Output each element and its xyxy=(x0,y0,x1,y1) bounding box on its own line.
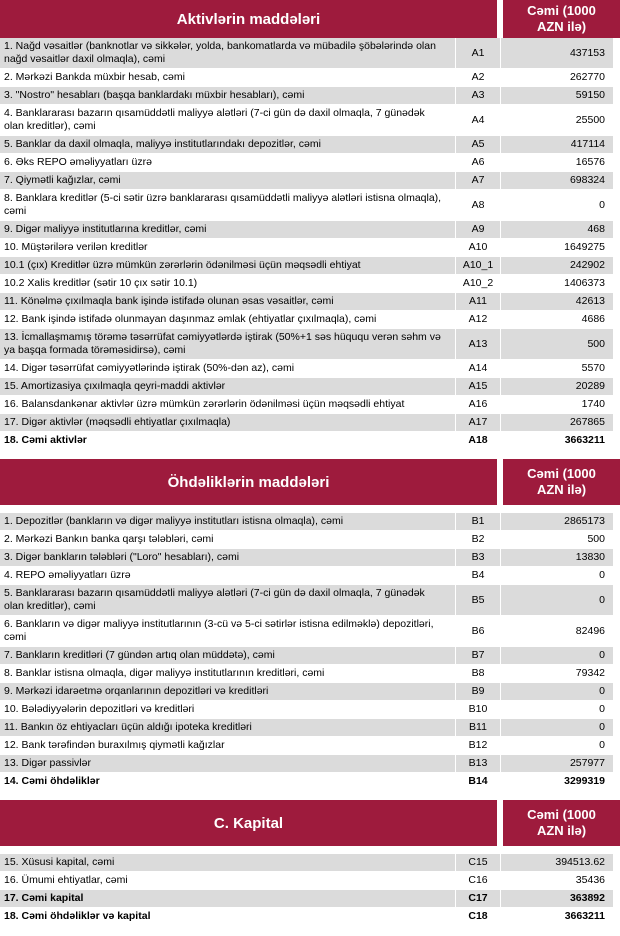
row-label: 13. İcmallaşmamış törəmə təsərrüfat cəmiyyətlərdə iştirak (50%+1 səs hüququ verən səhm və ya başqa formada törəməsidirsə), cəmi xyxy=(0,329,455,359)
assets-total-column-header: Cəmi (1000 AZN ilə) xyxy=(503,0,620,38)
row-label: 17. Digər aktivlər (məqsədli ehtiyatlar çıxılmaqla) xyxy=(0,414,455,431)
row-code: A18 xyxy=(455,432,500,449)
row-value: 0 xyxy=(500,719,613,736)
table-row xyxy=(0,549,613,567)
table-row xyxy=(0,872,613,890)
table-row xyxy=(0,665,613,683)
table-row xyxy=(0,360,613,378)
row-code: B9 xyxy=(455,683,500,700)
row-value: 242902 xyxy=(500,257,613,274)
table-row xyxy=(0,190,613,221)
row-label: 10.2 Xalis kreditlər (sətir 10 çıx sətir 10.1) xyxy=(0,275,455,292)
row-label: 5. Banklar da daxil olmaqla, maliyyə institutlarındakı depozitlər, cəmi xyxy=(0,136,455,153)
row-value: 1406373 xyxy=(500,275,613,292)
table-row xyxy=(0,701,613,719)
row-label: 12. Bank işində istifadə olunmayan daşınmaz əmlak (ehtiyatlar çıxılmaqla), cəmi xyxy=(0,311,455,328)
row-code: A17 xyxy=(455,414,500,431)
row-label: 9. Digər maliyyə institutlarına kreditlər, cəmi xyxy=(0,221,455,238)
table-row xyxy=(0,585,613,616)
row-label: 4. REPO əməliyyatları üzrə xyxy=(0,567,455,584)
row-code: B13 xyxy=(455,755,500,772)
row-value: 20289 xyxy=(500,378,613,395)
row-value: 0 xyxy=(500,585,613,615)
table-row xyxy=(0,172,613,190)
row-code: A3 xyxy=(455,87,500,104)
row-code: B6 xyxy=(455,616,500,646)
row-label: 15. Xüsusi kapital, cəmi xyxy=(0,854,455,871)
row-code: A14 xyxy=(455,360,500,377)
liabilities-header-row xyxy=(0,459,620,505)
row-code: A10_1 xyxy=(455,257,500,274)
row-value: 4686 xyxy=(500,311,613,328)
header-gap xyxy=(0,505,620,513)
row-value: 59150 xyxy=(500,87,613,104)
row-value: 0 xyxy=(500,567,613,584)
table-row xyxy=(0,755,613,773)
table-row xyxy=(0,890,613,908)
row-code: A5 xyxy=(455,136,500,153)
row-label: 5. Banklararası bazarın qısamüddətli maliyyə alətləri (7-ci gün də daxil olmaqla, 7 günədək olan kreditlər), cəmi xyxy=(0,585,455,615)
row-value: 79342 xyxy=(500,665,613,682)
row-code: B4 xyxy=(455,567,500,584)
liabilities-section-title: Öhdəliklərin maddələri xyxy=(0,459,497,505)
table-row xyxy=(0,531,613,549)
row-code: C16 xyxy=(455,872,500,889)
table-row xyxy=(0,69,613,87)
row-value: 42613 xyxy=(500,293,613,310)
capital-table-rows xyxy=(0,854,620,926)
table-row xyxy=(0,105,613,136)
table-row xyxy=(0,311,613,329)
row-code: B1 xyxy=(455,513,500,530)
row-value: 5570 xyxy=(500,360,613,377)
table-row xyxy=(0,513,613,531)
row-label: 13. Digər passivlər xyxy=(0,755,455,772)
row-value: 35436 xyxy=(500,872,613,889)
row-label: 14. Cəmi öhdəliklər xyxy=(0,773,455,790)
row-code: A10 xyxy=(455,239,500,256)
header-gap xyxy=(0,846,620,854)
assets-section-title: Aktivlərin maddələri xyxy=(0,0,497,38)
capital-section-title: C. Kapital xyxy=(0,800,497,846)
table-row xyxy=(0,908,613,926)
row-label: 2. Mərkəzi Bankın banka qarşı tələbləri, cəmi xyxy=(0,531,455,548)
table-row xyxy=(0,567,613,585)
table-row xyxy=(0,221,613,239)
row-code: B14 xyxy=(455,773,500,790)
row-code: B7 xyxy=(455,647,500,664)
row-label: 3. Digər bankların tələbləri ("Loro" hesabları), cəmi xyxy=(0,549,455,566)
table-row xyxy=(0,683,613,701)
row-code: A2 xyxy=(455,69,500,86)
row-code: A6 xyxy=(455,154,500,171)
liabilities-table-rows xyxy=(0,513,620,791)
row-code: B8 xyxy=(455,665,500,682)
row-label: 12. Bank tərəfindən buraxılmış qiymətli kağızlar xyxy=(0,737,455,754)
table-row xyxy=(0,432,613,450)
row-label: 9. Mərkəzi idarəetmə orqanlarının depozitləri və kreditləri xyxy=(0,683,455,700)
table-row xyxy=(0,719,613,737)
row-code: A10_2 xyxy=(455,275,500,292)
row-value: 0 xyxy=(500,647,613,664)
row-code: A13 xyxy=(455,329,500,359)
table-row xyxy=(0,414,613,432)
row-code: B3 xyxy=(455,549,500,566)
table-row xyxy=(0,616,613,647)
row-label: 10. Müştərilərə verilən kreditlər xyxy=(0,239,455,256)
row-value: 262770 xyxy=(500,69,613,86)
table-row xyxy=(0,87,613,105)
row-value: 1740 xyxy=(500,396,613,413)
row-value: 267865 xyxy=(500,414,613,431)
row-code: A1 xyxy=(455,38,500,68)
section-capital xyxy=(0,800,620,926)
row-label: 17. Cəmi kapital xyxy=(0,890,455,907)
row-value: 82496 xyxy=(500,616,613,646)
row-code: C15 xyxy=(455,854,500,871)
row-value: 2865173 xyxy=(500,513,613,530)
row-code: B5 xyxy=(455,585,500,615)
row-label: 1. Nağd vəsaitlər (banknotlar və sikkələr, yolda, bankomatlarda və mübadilə şöbələrində olan nağd vəsaitlər daxil olmaqla), cəmi xyxy=(0,38,455,68)
row-label: 11. Könəlmə çıxılmaqla bank işində istifadə olunan əsas vəsaitlər, cəmi xyxy=(0,293,455,310)
row-value: 468 xyxy=(500,221,613,238)
row-label: 2. Mərkəzi Bankda müxbir hesab, cəmi xyxy=(0,69,455,86)
row-label: 6. Bankların və digər maliyyə institutlarının (3-cü və 5-ci sətirlər istisna edilməklə) depozitləri, cəmi xyxy=(0,616,455,646)
row-value: 500 xyxy=(500,329,613,359)
row-label: 8. Banklara kreditlər (5-ci sətir üzrə banklararası qısamüddətli maliyyə alətləri istisna olmaqla), cəmi xyxy=(0,190,455,220)
row-code: A9 xyxy=(455,221,500,238)
row-code: B10 xyxy=(455,701,500,718)
row-value: 16576 xyxy=(500,154,613,171)
row-value: 3299319 xyxy=(500,773,613,790)
row-label: 10.1 (çıx) Kreditlər üzrə mümkün zərərlərin ödənilməsi üçün məqsədli ehtiyat xyxy=(0,257,455,274)
table-row xyxy=(0,275,613,293)
row-code: A16 xyxy=(455,396,500,413)
liabilities-total-column-header: Cəmi (1000 AZN ilə) xyxy=(503,459,620,505)
row-value: 363892 xyxy=(500,890,613,907)
row-label: 3. "Nostro" hesabları (başqa banklardakı müxbir hesabları), cəmi xyxy=(0,87,455,104)
row-value: 3663211 xyxy=(500,432,613,449)
row-code: C18 xyxy=(455,908,500,925)
row-label: 1. Depozitlər (bankların və digər maliyyə institutları istisna olmaqla), cəmi xyxy=(0,513,455,530)
capital-total-column-header: Cəmi (1000 AZN ilə) xyxy=(503,800,620,846)
row-label: 7. Bankların kreditləri (7 gündən artıq olan müddətə), cəmi xyxy=(0,647,455,664)
row-value: 437153 xyxy=(500,38,613,68)
section-assets xyxy=(0,0,620,450)
table-row xyxy=(0,154,613,172)
table-row xyxy=(0,378,613,396)
table-row xyxy=(0,257,613,275)
row-value: 13830 xyxy=(500,549,613,566)
row-label: 18. Cəmi aktivlər xyxy=(0,432,455,449)
assets-header-row xyxy=(0,0,620,38)
row-code: B12 xyxy=(455,737,500,754)
row-value: 0 xyxy=(500,683,613,700)
row-label: 11. Bankın öz ehtiyacları üçün aldığı ipoteka kreditləri xyxy=(0,719,455,736)
row-label: 7. Qiymətli kağızlar, cəmi xyxy=(0,172,455,189)
row-label: 18. Cəmi öhdəliklər və kapital xyxy=(0,908,455,925)
row-value: 1649275 xyxy=(500,239,613,256)
row-value: 0 xyxy=(500,737,613,754)
row-code: B11 xyxy=(455,719,500,736)
row-code: B2 xyxy=(455,531,500,548)
row-label: 6. Əks REPO əməliyyatları üzrə xyxy=(0,154,455,171)
capital-header-row xyxy=(0,800,620,846)
table-row xyxy=(0,38,613,69)
row-label: 16. Ümumi ehtiyatlar, cəmi xyxy=(0,872,455,889)
row-label: 10. Bələdiyyələrin depozitləri və kreditləri xyxy=(0,701,455,718)
row-value: 0 xyxy=(500,701,613,718)
row-label: 15. Amortizasiya çıxılmaqla qeyri-maddi aktivlər xyxy=(0,378,455,395)
row-code: A12 xyxy=(455,311,500,328)
table-row xyxy=(0,329,613,360)
table-row xyxy=(0,647,613,665)
row-code: A8 xyxy=(455,190,500,220)
row-code: A7 xyxy=(455,172,500,189)
row-label: 8. Banklar istisna olmaqla, digər maliyyə institutlarının kreditləri, cəmi xyxy=(0,665,455,682)
table-row xyxy=(0,737,613,755)
row-label: 16. Balansdankənar aktivlər üzrə mümkün zərərlərin ödənilməsi üçün məqsədli ehtiyat xyxy=(0,396,455,413)
table-row xyxy=(0,239,613,257)
assets-table-rows xyxy=(0,38,620,450)
row-value: 417114 xyxy=(500,136,613,153)
row-code: A4 xyxy=(455,105,500,135)
row-value: 394513.62 xyxy=(500,854,613,871)
row-value: 257977 xyxy=(500,755,613,772)
table-row xyxy=(0,854,613,872)
row-value: 0 xyxy=(500,190,613,220)
table-row xyxy=(0,773,613,791)
row-label: 14. Digər təsərrüfat cəmiyyətlərində iştirak (50%-dən az), cəmi xyxy=(0,360,455,377)
row-value: 698324 xyxy=(500,172,613,189)
row-value: 500 xyxy=(500,531,613,548)
table-row xyxy=(0,293,613,311)
row-code: A15 xyxy=(455,378,500,395)
row-code: C17 xyxy=(455,890,500,907)
table-row xyxy=(0,136,613,154)
row-value: 25500 xyxy=(500,105,613,135)
row-code: A11 xyxy=(455,293,500,310)
section-liabilities xyxy=(0,459,620,791)
row-label: 4. Banklararası bazarın qısamüddətli maliyyə alətləri (7-ci gün də daxil olmaqla, 7 günədək olan kreditlər), cəmi xyxy=(0,105,455,135)
table-row xyxy=(0,396,613,414)
row-value: 3663211 xyxy=(500,908,613,925)
